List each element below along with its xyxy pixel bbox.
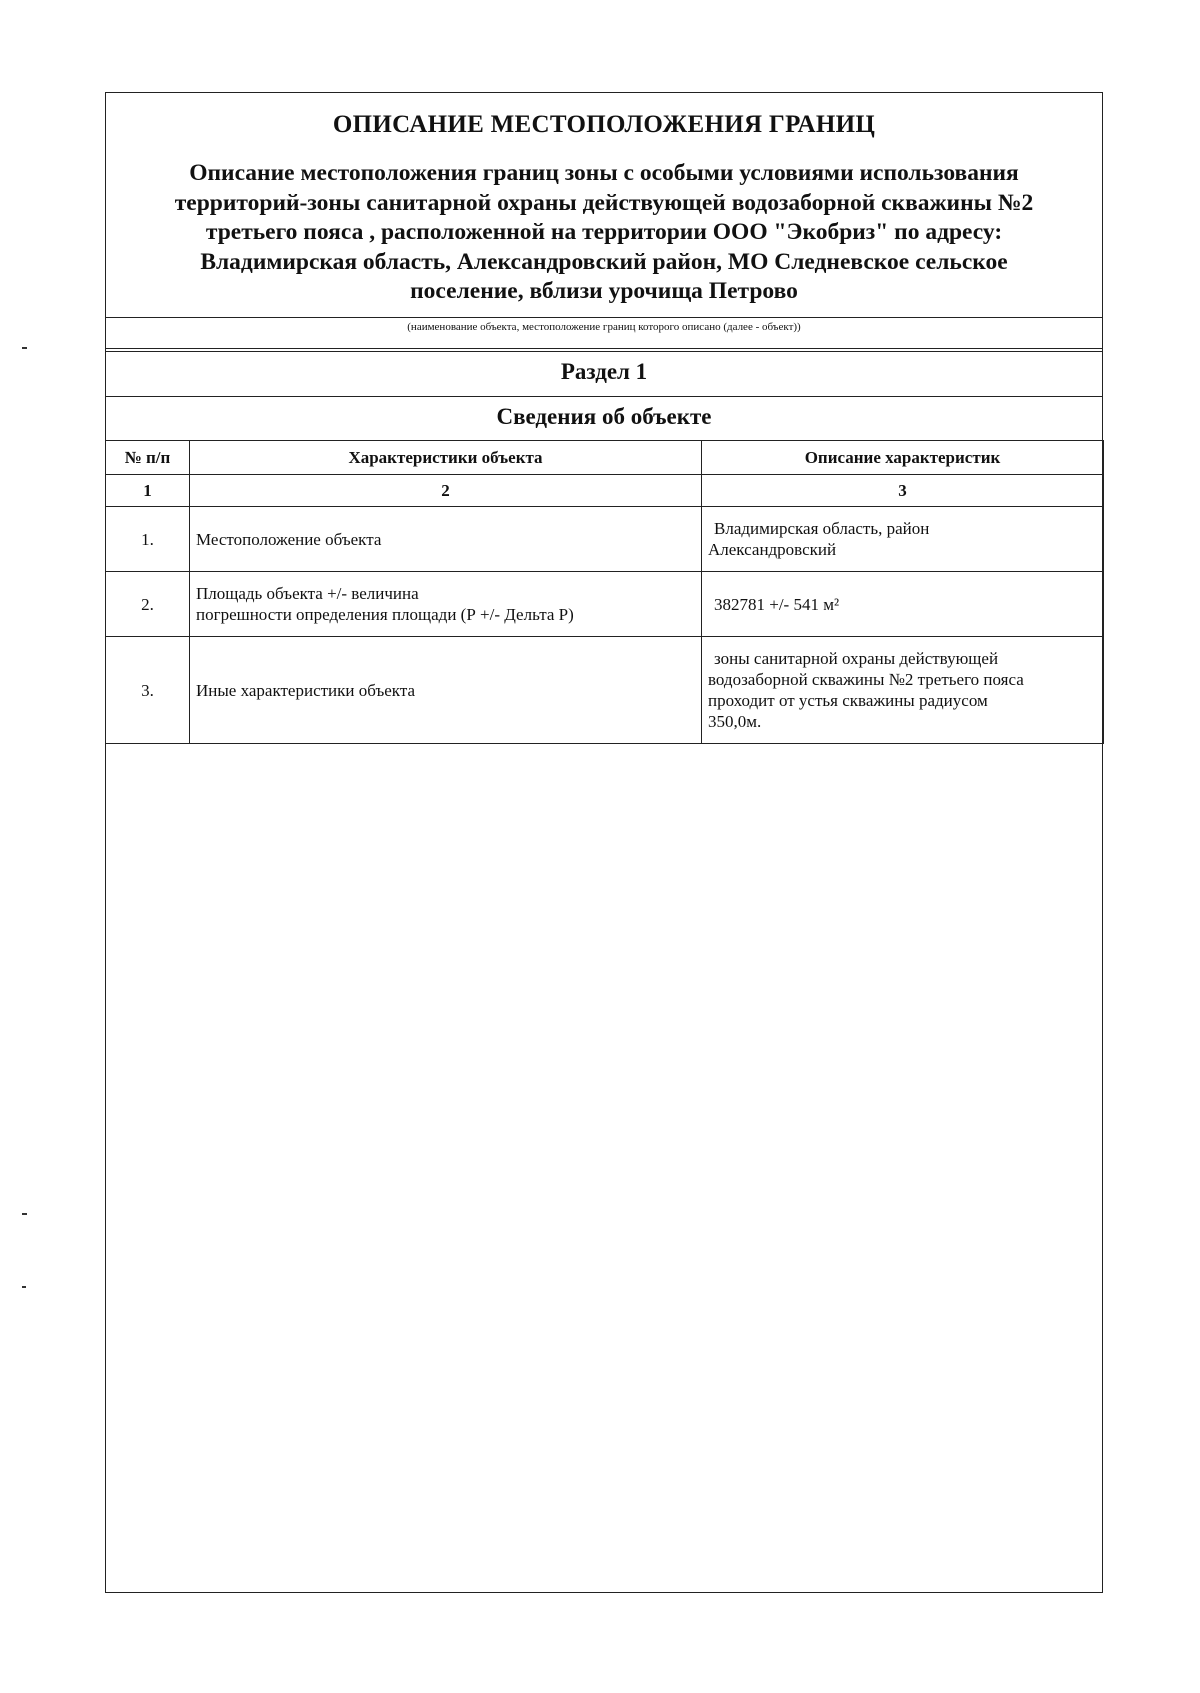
cell-line: Площадь объекта +/- величина: [196, 584, 419, 603]
cell-line: 382781 +/- 541 м²: [714, 594, 840, 614]
column-number: 1: [106, 475, 190, 507]
column-header-description: Описание характеристик: [702, 441, 1104, 475]
cell-line: Владимирская область, район: [714, 519, 930, 538]
column-number: 3: [702, 475, 1104, 507]
column-header-characteristic: Характеристики объекта: [190, 441, 702, 475]
object-properties-table: [105, 440, 1104, 744]
cell-line: водозаборной скважины №2 третьего пояса: [708, 670, 1024, 689]
cell-line: погрешности определения площади (Р +/- Дельта Р): [196, 605, 574, 624]
description-line: поселение, вблизи урочища Петрово: [410, 278, 798, 304]
divider: [106, 317, 1102, 318]
scan-margin-mark: [22, 347, 27, 349]
table-row: [106, 507, 1104, 572]
cell-line: зоны санитарной охраны действующей: [714, 649, 999, 668]
row-number: 3.: [106, 637, 190, 744]
row-number: 2.: [106, 572, 190, 637]
divider: [106, 351, 1102, 352]
table-row: [106, 637, 1104, 744]
row-description: [702, 507, 1104, 572]
column-header-number: № п/п: [106, 441, 190, 475]
row-number: 1.: [106, 507, 190, 572]
divider: [106, 348, 1102, 349]
column-number: 2: [190, 475, 702, 507]
object-caption: (наименование объекта, местоположение границ которого описано (далее - объект)): [407, 321, 801, 333]
description-line: территорий-зоны санитарной охраны действующей водозаборной скважины №2: [174, 189, 1034, 216]
cell-line: Александровский: [708, 540, 837, 559]
scan-margin-mark: [22, 1286, 26, 1288]
description-line: Владимирская область, Александровский район, МО Следневское сельское: [200, 248, 1008, 275]
document-title: ОПИСАНИЕ МЕСТОПОЛОЖЕНИЯ ГРАНИЦ: [332, 111, 876, 138]
row-characteristic: [190, 507, 702, 572]
object-description: [116, 159, 1092, 307]
subsection-title: Сведения об объекте: [496, 404, 712, 429]
cell-line: 350,0м.: [708, 712, 762, 731]
column-numbers-row: [106, 475, 1104, 507]
description-line: третьего пояса , расположенной на территории ООО "Экобриз" по адресу:: [205, 219, 1003, 245]
document-frame: [105, 92, 1103, 1593]
row-characteristic: [190, 637, 702, 744]
cell-line: Иные характеристики объекта: [196, 680, 416, 700]
table-row: [106, 572, 1104, 637]
description-line: Описание местоположения границ зоны с особыми условиями использования: [189, 160, 1019, 186]
section-title: Раздел 1: [560, 359, 648, 384]
divider: [106, 396, 1102, 397]
scan-margin-mark: [22, 1213, 27, 1215]
cell-line: Местоположение объекта: [196, 529, 382, 549]
row-description: [702, 637, 1104, 744]
table-header-row: [106, 441, 1104, 475]
row-characteristic: [190, 572, 702, 637]
row-description: [702, 572, 1104, 637]
cell-line: проходит от устья скважины радиусом: [708, 691, 988, 710]
